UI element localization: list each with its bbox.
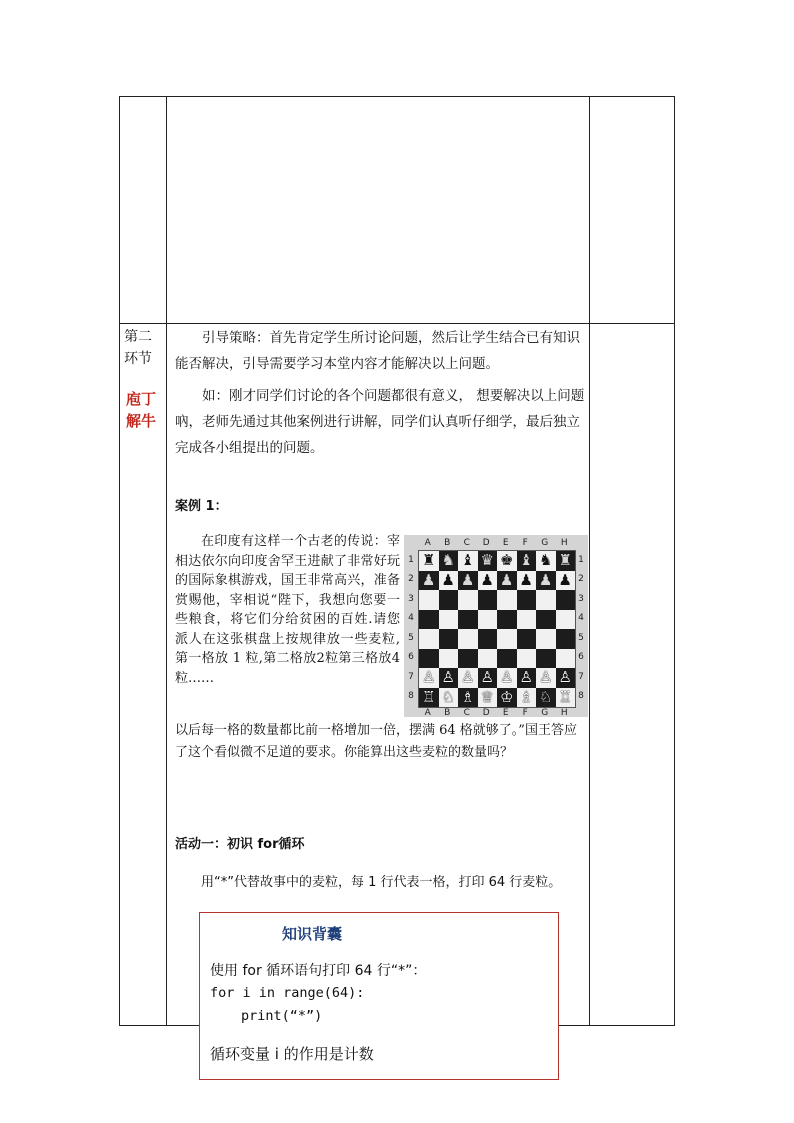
chess-square [439, 649, 459, 669]
chess-square [556, 668, 576, 688]
chess-square [478, 571, 498, 591]
case-title: 案例 1： [175, 499, 228, 514]
chess-square [439, 571, 459, 591]
chess-square [478, 629, 498, 649]
chess-square [458, 590, 478, 610]
chess-square [439, 629, 459, 649]
rank-label: 7 [578, 671, 584, 682]
file-label: H [560, 708, 568, 718]
section-title: 庖丁解牛 [126, 390, 157, 430]
chess-piece: ♙ [539, 668, 553, 687]
chess-square [458, 649, 478, 669]
chess-piece: ♙ [461, 668, 475, 687]
rank-label: 4 [578, 613, 584, 624]
table-bottom-border [559, 1025, 675, 1026]
file-label: C [463, 538, 470, 548]
chess-square [517, 551, 537, 571]
chess-square [439, 668, 459, 688]
chess-piece: ♘ [539, 687, 553, 706]
chess-piece: ♙ [480, 668, 494, 687]
chess-square [478, 649, 498, 669]
knowledge-box-title: 知识背囊 [282, 925, 343, 943]
chess-square [478, 551, 498, 571]
chess-square [458, 668, 478, 688]
chess-square [536, 668, 556, 688]
chess-square [556, 590, 576, 610]
chess-square [536, 610, 556, 630]
example-intro-paragraph: 如：刚才同学们讨论的各个问题都很有意义， 想要解决以上问题吶，老师先通过其他案例进行讲解，同学们认真听仔细学，最后独立完成各小组提出的问题。 [175, 388, 585, 456]
chess-square [536, 571, 556, 591]
row-divider [119, 323, 675, 324]
chess-square [536, 649, 556, 669]
table-left-border [119, 96, 120, 1026]
chess-piece: ♛ [480, 551, 494, 570]
rank-label: 5 [408, 632, 414, 643]
chess-square [556, 649, 576, 669]
chess-square [556, 551, 576, 571]
file-label: E [502, 708, 509, 718]
chess-square [419, 590, 439, 610]
chess-square [497, 551, 517, 571]
chess-square [439, 590, 459, 610]
file-label: D [482, 708, 490, 718]
chess-square [419, 649, 439, 669]
strategy-paragraph: 引导策略：首先肯定学生所讨论问题，然后让学生结合已有知识能否解决，引导需要学习本堂内容才能解决以上问题。 [175, 330, 580, 372]
chess-piece: ♙ [422, 668, 436, 687]
chess-piece: ♟ [480, 570, 494, 589]
table-right-border [674, 96, 675, 1026]
rank-label: 2 [578, 574, 584, 585]
chess-piece: ♝ [461, 551, 475, 570]
activity-title: 活动一：初识 for循环 [175, 837, 305, 852]
rank-label: 1 [578, 554, 584, 565]
file-label: G [541, 708, 549, 718]
chess-piece: ♟ [500, 570, 514, 589]
chess-square [497, 571, 517, 591]
chess-piece: ♕ [480, 687, 494, 706]
chess-square [497, 629, 517, 649]
chess-square [458, 629, 478, 649]
file-label: D [482, 538, 490, 548]
chess-square [458, 551, 478, 571]
chess-piece: ♙ [500, 668, 514, 687]
section-label: 第二环节 [124, 329, 152, 367]
story-paragraph-continued: 以后每一格的数量都比前一格增加一倍，摆满 64 格就够了。”国王答应了这个看似微不足道的要求。你能算出这些麦粒的数量吗？ [175, 723, 577, 760]
chess-piece: ♟ [558, 570, 572, 589]
rank-label: 4 [408, 613, 414, 624]
chess-piece: ♜ [558, 551, 572, 570]
file-label: F [522, 538, 528, 548]
table-bottom-border [119, 1025, 199, 1026]
chess-piece: ♜ [422, 551, 436, 570]
chess-piece: ♖ [422, 687, 436, 706]
file-label: C [463, 708, 470, 718]
chess-square [517, 668, 537, 688]
chess-square [497, 688, 517, 708]
file-label: B [444, 538, 451, 548]
chess-square [536, 551, 556, 571]
chess-square [517, 629, 537, 649]
chess-square [458, 610, 478, 630]
chess-square [517, 649, 537, 669]
chess-piece: ♙ [519, 668, 533, 687]
chess-square [556, 610, 576, 630]
code-line: print(“*”) [241, 1008, 323, 1024]
chess-square [556, 571, 576, 591]
chess-piece: ♟ [441, 570, 455, 589]
knowledge-box-intro: 使用 for 循环语句打印 64 行“*”： [210, 963, 427, 979]
chess-piece: ♟ [422, 570, 436, 589]
activity-description: 用“*”代替故事中的麦粒，每 1 行代表一格，打印 64 行麦粒。 [201, 875, 562, 890]
rank-label: 3 [408, 593, 414, 604]
chess-piece: ♟ [461, 570, 475, 589]
chess-piece: ♗ [519, 687, 533, 706]
chess-square [517, 571, 537, 591]
chess-square [536, 590, 556, 610]
rank-label: 6 [578, 652, 584, 663]
chess-piece: ♙ [441, 668, 455, 687]
rank-label: 2 [408, 574, 414, 585]
chess-square [478, 590, 498, 610]
chess-square [439, 610, 459, 630]
chess-square [419, 668, 439, 688]
file-label: E [502, 538, 509, 548]
file-label: A [424, 538, 431, 548]
chess-square [497, 649, 517, 669]
chess-square [517, 688, 537, 708]
file-label: B [444, 708, 451, 718]
chess-piece: ♞ [539, 551, 553, 570]
chess-square [556, 688, 576, 708]
rank-label: 3 [578, 593, 584, 604]
file-label: A [424, 708, 431, 718]
chess-piece: ♟ [519, 570, 533, 589]
chess-piece: ♗ [461, 687, 475, 706]
chess-square [478, 668, 498, 688]
chess-square [497, 610, 517, 630]
chess-piece: ♙ [558, 668, 572, 687]
chess-square [497, 668, 517, 688]
chess-square [536, 688, 556, 708]
chess-square [517, 590, 537, 610]
rank-label: 6 [408, 652, 414, 663]
chess-piece: ♚ [500, 551, 514, 570]
chess-square [478, 688, 498, 708]
chess-square [458, 571, 478, 591]
table-top-border [119, 96, 675, 97]
file-label: F [522, 708, 528, 718]
rank-label: 1 [408, 554, 414, 565]
rank-label: 8 [408, 691, 414, 702]
chess-piece: ♔ [500, 687, 514, 706]
rank-label: 7 [408, 671, 414, 682]
chess-square [478, 610, 498, 630]
chess-piece: ♟ [539, 570, 553, 589]
chess-square [419, 571, 439, 591]
chess-square [419, 688, 439, 708]
chess-piece: ♖ [558, 687, 572, 706]
chess-square [517, 610, 537, 630]
story-paragraph: 在印度有这样一个古老的传说：宰相达依尔向印度舍罕王进献了非常好玩的国际象棋游戏，国王非常高兴，准备赏赐他，宰相说“陛下，我想向您要一些粮食，将它们分给贫困的百姓.请您派人在这张棋盘上按规律放一些麦粒,第一格放 1 粒,第二格放2粒第三格放4粒…… [175, 534, 400, 686]
chess-square [536, 629, 556, 649]
chess-square [497, 590, 517, 610]
file-label: G [541, 538, 549, 548]
chess-piece: ♝ [519, 551, 533, 570]
column-divider-1 [166, 96, 167, 1026]
file-label: H [560, 538, 568, 548]
chessboard-grid [418, 550, 576, 708]
rank-label: 5 [578, 632, 584, 643]
chess-square [556, 629, 576, 649]
chess-square [439, 688, 459, 708]
knowledge-box [199, 912, 559, 1080]
chess-piece: ♞ [441, 551, 455, 570]
chess-square [458, 688, 478, 708]
chess-square [419, 610, 439, 630]
knowledge-box-note: 循环变量 i 的作用是计数 [210, 1045, 374, 1063]
chess-square [419, 629, 439, 649]
code-line: for i in range(64): [210, 985, 365, 1001]
chess-square [439, 551, 459, 571]
chess-square [419, 551, 439, 571]
chess-piece: ♘ [441, 687, 455, 706]
rank-label: 8 [578, 691, 584, 702]
